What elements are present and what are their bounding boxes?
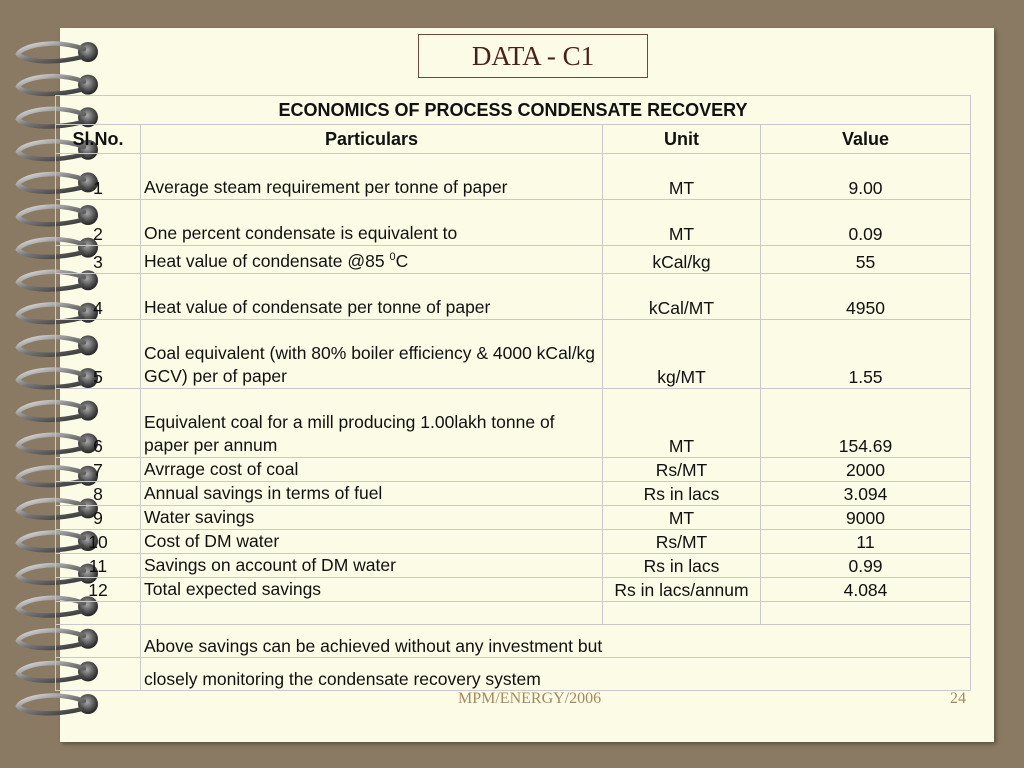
row-number: 1 (56, 154, 141, 200)
particulars-text: Heat value of condensate @85 (144, 250, 390, 271)
row-particulars: Savings on account of DM water (141, 553, 603, 577)
row-value: 11 (761, 529, 971, 553)
table-row (56, 457, 971, 481)
row-number: 6 (56, 388, 141, 457)
row-number: 7 (56, 457, 141, 481)
table-row (56, 154, 971, 200)
row-number: 12 (56, 577, 141, 601)
row-particulars: Average steam requirement per tonne of paper (141, 154, 603, 200)
row-particulars: Cost of DM water (141, 529, 603, 553)
row-particulars: Annual savings in terms of fuel (141, 481, 603, 505)
row-number: 5 (56, 319, 141, 388)
row-number: 8 (56, 481, 141, 505)
row-particulars: Heat value of condensate per tonne of paper (141, 273, 603, 319)
table-row (56, 388, 971, 457)
row-number: 11 (56, 553, 141, 577)
table-row (56, 505, 971, 529)
header-sl-no: Sl.No. (56, 125, 141, 154)
row-unit: Rs in lacs (603, 481, 761, 505)
row-value: 9000 (761, 505, 971, 529)
header-particulars: Particulars (141, 125, 603, 154)
row-value: 154.69 (761, 388, 971, 457)
row-particulars (141, 246, 603, 274)
row-unit: Rs/MT (603, 457, 761, 481)
note-line-2: closely monitoring the condensate recovery system (141, 657, 971, 690)
row-value: 55 (761, 246, 971, 274)
slide-title: DATA - C1 (418, 34, 648, 78)
table-row (56, 553, 971, 577)
table-row (56, 246, 971, 274)
row-unit: kCal/MT (603, 273, 761, 319)
binding-ring (18, 75, 98, 95)
row-value: 3.094 (761, 481, 971, 505)
row-unit: MT (603, 154, 761, 200)
row-unit: MT (603, 505, 761, 529)
row-unit: MT (603, 200, 761, 246)
row-number: 10 (56, 529, 141, 553)
row-unit: MT (603, 388, 761, 457)
table-row (56, 577, 971, 601)
row-unit: kg/MT (603, 319, 761, 388)
row-value: 9.00 (761, 154, 971, 200)
binding-ring (18, 42, 98, 62)
row-particulars: Avrrage cost of coal (141, 457, 603, 481)
row-unit: kCal/kg (603, 246, 761, 274)
row-unit: Rs/MT (603, 529, 761, 553)
row-number: 2 (56, 200, 141, 246)
table-row (56, 273, 971, 319)
row-value: 0.99 (761, 553, 971, 577)
row-value: 4.084 (761, 577, 971, 601)
table-row (56, 319, 971, 388)
row-number: 9 (56, 505, 141, 529)
note-row (56, 624, 971, 657)
page-number: 24 (950, 690, 966, 707)
row-value: 0.09 (761, 200, 971, 246)
note-line-1: Above savings can be achieved without any investment but (141, 624, 971, 657)
degree-superscript: 0 (389, 251, 396, 263)
row-unit: Rs in lacs (603, 553, 761, 577)
row-particulars: Equivalent coal for a mill producing 1.00lakh tonne of paper per annum (141, 388, 603, 457)
economics-table (55, 95, 971, 691)
header-unit: Unit (603, 125, 761, 154)
table-caption: ECONOMICS OF PROCESS CONDENSATE RECOVERY (56, 96, 971, 125)
table-row (56, 529, 971, 553)
footer-text: MPM/ENERGY/2006 (458, 690, 602, 707)
row-value: 1.55 (761, 319, 971, 388)
row-particulars: Total expected savings (141, 577, 603, 601)
table-row (56, 481, 971, 505)
empty-row (56, 601, 971, 624)
row-particulars: Coal equivalent (with 80% boiler efficiency & 4000 kCal/kg GCV) per of paper (141, 319, 603, 388)
binding-ring (18, 694, 98, 714)
header-value: Value (761, 125, 971, 154)
row-number: 4 (56, 273, 141, 319)
row-value: 2000 (761, 457, 971, 481)
table-row (56, 200, 971, 246)
row-unit: Rs in lacs/annum (603, 577, 761, 601)
row-particulars: Water savings (141, 505, 603, 529)
particulars-unit: C (395, 250, 409, 271)
row-number: 3 (56, 246, 141, 274)
row-particulars: One percent condensate is equivalent to (141, 200, 603, 246)
note-row (56, 657, 971, 690)
row-value: 4950 (761, 273, 971, 319)
